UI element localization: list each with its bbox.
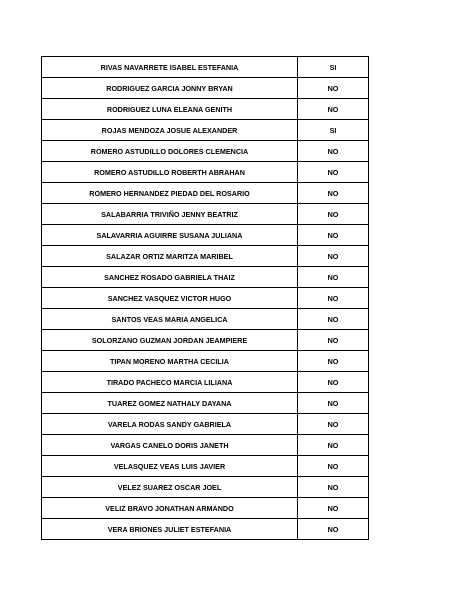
name-cell: VELIZ BRAVO JONATHAN ARMANDO [42,498,298,519]
name-cell: ROJAS MENDOZA JOSUE ALEXANDER [42,120,298,141]
name-cell: VELASQUEZ VEAS LUIS JAVIER [42,456,298,477]
table-row [42,120,369,141]
table-row [42,456,369,477]
name-cell: VELEZ SUAREZ OSCAR JOEL [42,477,298,498]
name-cell: VERA BRIONES JULIET ESTEFANIA [42,519,298,540]
name-cell: RIVAS NAVARRETE ISABEL ESTEFANIA [42,57,298,78]
name-cell: SALAZAR ORTIZ MARITZA MARIBEL [42,246,298,267]
value-cell: NO [298,519,369,540]
table-row [42,78,369,99]
value-cell: NO [298,477,369,498]
table-row [42,372,369,393]
table-row [42,162,369,183]
table-row [42,414,369,435]
name-cell: ROMERO HERNANDEZ PIEDAD DEL ROSARIO [42,183,298,204]
table-row [42,246,369,267]
name-cell: SANCHEZ ROSADO GABRIELA THAIZ [42,267,298,288]
name-cell: RODRIGUEZ GARCIA JONNY BRYAN [42,78,298,99]
value-cell: NO [298,267,369,288]
name-cell: VARGAS CANELO DORIS JANETH [42,435,298,456]
value-cell: NO [298,330,369,351]
value-cell: NO [298,204,369,225]
value-cell: NO [298,498,369,519]
value-cell: NO [298,78,369,99]
value-cell: NO [298,414,369,435]
table-row [42,498,369,519]
table-row [42,351,369,372]
name-cell: ROMERO ASTUDILLO DOLORES CLEMENCIA [42,141,298,162]
value-cell: SI [298,57,369,78]
value-cell: NO [298,288,369,309]
value-cell: NO [298,141,369,162]
name-cell: SANTOS VEAS MARIA ANGELICA [42,309,298,330]
value-cell: NO [298,393,369,414]
table-row [42,141,369,162]
value-cell: NO [298,225,369,246]
value-cell: NO [298,351,369,372]
name-cell: SANCHEZ VASQUEZ VICTOR HUGO [42,288,298,309]
table-row [42,57,369,78]
table-body [42,57,369,540]
table-row [42,435,369,456]
table-row [42,183,369,204]
table-row [42,267,369,288]
table-row [42,225,369,246]
table-row [42,330,369,351]
value-cell: NO [298,456,369,477]
name-cell: ROMERO ASTUDILLO ROBERTH ABRAHAN [42,162,298,183]
value-cell: NO [298,162,369,183]
value-cell: NO [298,246,369,267]
name-cell: VARELA RODAS SANDY GABRIELA [42,414,298,435]
value-cell: NO [298,183,369,204]
table-row [42,519,369,540]
name-cell: TIPAN MORENO MARTHA CECILIA [42,351,298,372]
name-cell: SOLORZANO GUZMAN JORDAN JEAMPIERE [42,330,298,351]
table-row [42,309,369,330]
name-cell: SALAVARRIA AGUIRRE SUSANA JULIANA [42,225,298,246]
table-row [42,477,369,498]
names-table [41,56,369,540]
value-cell: NO [298,372,369,393]
name-cell: SALABARRIA TRIVIÑO JENNY BEATRIZ [42,204,298,225]
name-cell: RODRIGUEZ LUNA ELEANA GENITH [42,99,298,120]
value-cell: NO [298,435,369,456]
table-row [42,393,369,414]
table-row [42,99,369,120]
table-row [42,288,369,309]
table-row [42,204,369,225]
value-cell: SI [298,120,369,141]
value-cell: NO [298,309,369,330]
name-cell: TIRADO PACHECO MARCIA LILIANA [42,372,298,393]
name-cell: TUAREZ GOMEZ NATHALY DAYANA [42,393,298,414]
value-cell: NO [298,99,369,120]
